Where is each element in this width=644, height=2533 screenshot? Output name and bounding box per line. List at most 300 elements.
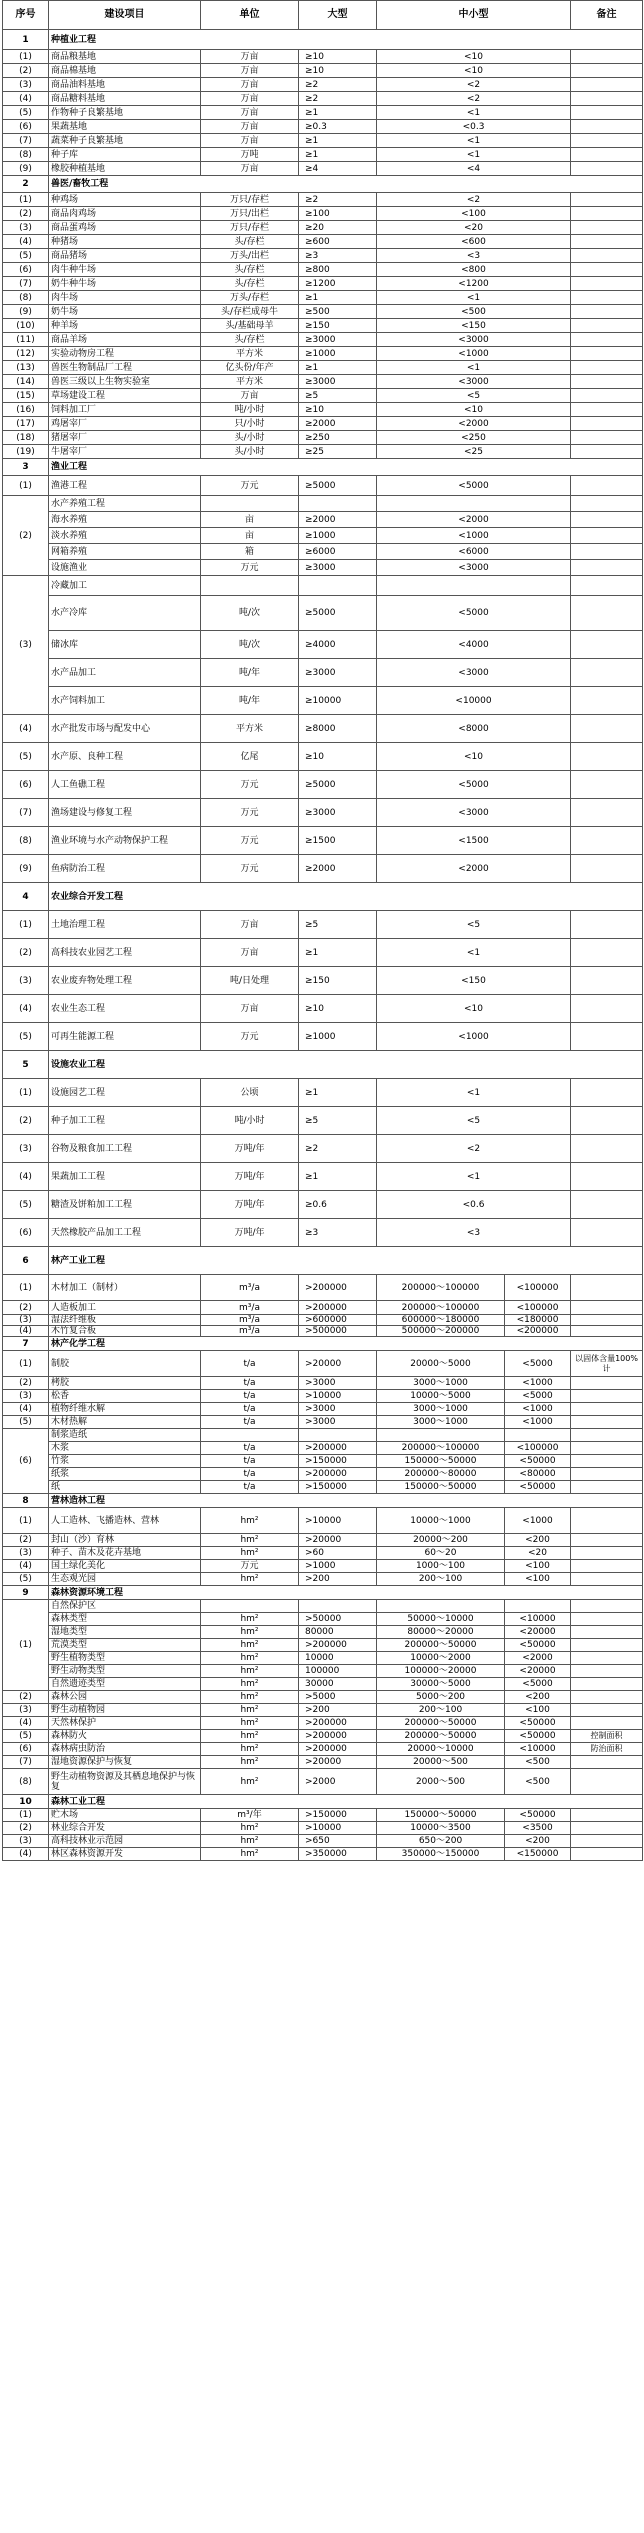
item-name: 糖渣及饼粕加工工程 [49, 1191, 201, 1219]
table-row [3, 291, 643, 305]
small-threshold: <2 [377, 78, 571, 92]
item-note [571, 799, 643, 827]
item-name: 渔业环境与水产动物保护工程 [49, 827, 201, 855]
large-threshold: ≥1 [299, 939, 377, 967]
item-unit: hm² [201, 1743, 299, 1756]
table-row [3, 687, 643, 715]
item-unit: 万亩 [201, 78, 299, 92]
item-number: (8) [3, 827, 49, 855]
medium-range: 200000～50000 [377, 1730, 505, 1743]
large-threshold: ≥2000 [299, 855, 377, 883]
item-name: 橡胶种植基地 [49, 162, 201, 176]
item-number: (6) [3, 263, 49, 277]
item-note [571, 659, 643, 687]
item-name: 商品肉鸡场 [49, 207, 201, 221]
item-name: 森林类型 [49, 1613, 201, 1626]
item-note [571, 911, 643, 939]
large-threshold: ≥5000 [299, 771, 377, 799]
item-number: (5) [3, 1191, 49, 1219]
table-row [3, 1547, 643, 1560]
item-unit: 亿尾 [201, 743, 299, 771]
section-number: 5 [3, 1051, 49, 1079]
item-name: 商品猪场 [49, 249, 201, 263]
item-name: 天然橡胶产品加工工程 [49, 1219, 201, 1247]
small-threshold: <1000 [505, 1377, 571, 1390]
large-threshold: 100000 [299, 1665, 377, 1678]
item-number: (4) [3, 1403, 49, 1416]
small-threshold: <1 [377, 361, 571, 375]
item-number: (1) [3, 50, 49, 64]
item-name: 肉牛场 [49, 291, 201, 305]
item-unit: 万亩 [201, 389, 299, 403]
item-unit: 万元 [201, 560, 299, 576]
item-unit: hm² [201, 1626, 299, 1639]
item-note [571, 1560, 643, 1573]
small-threshold: <5000 [377, 771, 571, 799]
item-name: 商品蛋鸡场 [49, 221, 201, 235]
item-number: (6) [3, 771, 49, 799]
item-note [571, 50, 643, 64]
item-note [571, 1023, 643, 1051]
table-row [3, 967, 643, 995]
large-threshold: ≥2 [299, 92, 377, 106]
small-threshold: <5 [377, 1107, 571, 1135]
large-threshold: >200000 [299, 1730, 377, 1743]
item-number: (3) [3, 1315, 49, 1326]
item-name: 谷物及粮食加工工程 [49, 1135, 201, 1163]
large-threshold: ≥2000 [299, 417, 377, 431]
item-note [571, 1508, 643, 1534]
table-row [3, 445, 643, 459]
item-number: (4) [3, 1560, 49, 1573]
item-note [571, 235, 643, 249]
section-row [3, 1247, 643, 1275]
small-threshold: <10 [377, 50, 571, 64]
item-note [571, 207, 643, 221]
item-name: 种鸡场 [49, 193, 201, 207]
large-threshold: ≥1500 [299, 827, 377, 855]
small-threshold: <200 [505, 1534, 571, 1547]
large-threshold: >350000 [299, 1848, 377, 1861]
section-number: 6 [3, 1247, 49, 1275]
item-number: (13) [3, 361, 49, 375]
small-threshold: <0.3 [377, 120, 571, 134]
item-unit: 吨/次 [201, 631, 299, 659]
table-row [3, 403, 643, 417]
item-unit [201, 1600, 299, 1613]
table-row [3, 305, 643, 319]
table-row [3, 207, 643, 221]
large-threshold: ≥10 [299, 64, 377, 78]
large-threshold: >3000 [299, 1377, 377, 1390]
medium-range: 80000～20000 [377, 1626, 505, 1639]
item-note [571, 771, 643, 799]
table-row [3, 78, 643, 92]
small-threshold: <6000 [377, 544, 571, 560]
table-row [3, 1191, 643, 1219]
small-threshold: <2 [377, 1135, 571, 1163]
small-threshold: <80000 [505, 1468, 571, 1481]
large-threshold: ≥5 [299, 389, 377, 403]
item-note [571, 403, 643, 417]
large-threshold [299, 1600, 377, 1613]
large-threshold: ≥20 [299, 221, 377, 235]
medium-range: 200000～100000 [377, 1301, 505, 1315]
item-name: 栲胶 [49, 1377, 201, 1390]
item-number: (2) [3, 1822, 49, 1835]
item-unit [201, 496, 299, 512]
item-note [571, 1326, 643, 1337]
large-threshold: ≥800 [299, 263, 377, 277]
small-threshold: <1000 [377, 528, 571, 544]
item-name: 兽医三级以上生物实验室 [49, 375, 201, 389]
small-threshold: <100000 [505, 1301, 571, 1315]
item-note [571, 827, 643, 855]
item-note [571, 1135, 643, 1163]
item-note [571, 512, 643, 528]
large-threshold: 80000 [299, 1626, 377, 1639]
item-name: 森林公园 [49, 1691, 201, 1704]
project-scale-table [2, 0, 643, 1861]
item-note [571, 1717, 643, 1730]
table-row [3, 1652, 643, 1665]
item-note [571, 1769, 643, 1795]
item-unit: 万元 [201, 771, 299, 799]
large-threshold: >5000 [299, 1691, 377, 1704]
header-no: 序号 [3, 1, 49, 30]
section-row [3, 176, 643, 193]
large-threshold: ≥2 [299, 193, 377, 207]
item-note [571, 78, 643, 92]
medium-range: 20000～200 [377, 1534, 505, 1547]
item-unit: m³/a [201, 1315, 299, 1326]
item-unit: 万亩 [201, 64, 299, 78]
small-threshold: <3000 [377, 560, 571, 576]
item-note [571, 1079, 643, 1107]
table-row [3, 50, 643, 64]
small-threshold: <25 [377, 445, 571, 459]
medium-range: 10000～5000 [377, 1390, 505, 1403]
item-name: 水产养殖工程 [49, 496, 201, 512]
item-note [571, 1191, 643, 1219]
small-threshold: <1000 [505, 1508, 571, 1534]
item-unit: 亿头份/年产 [201, 361, 299, 375]
table-row [3, 1390, 643, 1403]
item-number: (18) [3, 431, 49, 445]
item-name: 商品棉基地 [49, 64, 201, 78]
item-note [571, 417, 643, 431]
table-row [3, 1560, 643, 1573]
small-threshold: <3000 [377, 375, 571, 389]
large-threshold: >10000 [299, 1390, 377, 1403]
medium-range: 20000～5000 [377, 1351, 505, 1377]
small-threshold: <10000 [505, 1743, 571, 1756]
large-threshold: ≥8000 [299, 715, 377, 743]
large-threshold: >200000 [299, 1639, 377, 1652]
small-threshold: <10000 [377, 687, 571, 715]
item-name: 木竹复合板 [49, 1326, 201, 1337]
large-threshold: ≥10 [299, 403, 377, 417]
item-unit: hm² [201, 1613, 299, 1626]
small-threshold: <20000 [505, 1626, 571, 1639]
item-note [571, 496, 643, 512]
section-number: 3 [3, 459, 49, 476]
item-note [571, 1573, 643, 1586]
item-note [571, 319, 643, 333]
item-unit: 万只/存栏 [201, 221, 299, 235]
item-unit: hm² [201, 1717, 299, 1730]
small-threshold: <4000 [377, 631, 571, 659]
item-note [571, 277, 643, 291]
item-name: 草场建设工程 [49, 389, 201, 403]
large-threshold: ≥150 [299, 319, 377, 333]
item-note [571, 687, 643, 715]
small-threshold: <2000 [377, 512, 571, 528]
item-note [571, 1219, 643, 1247]
item-unit: t/a [201, 1455, 299, 1468]
small-threshold: <50000 [505, 1455, 571, 1468]
item-note: 控制面积 [571, 1730, 643, 1743]
item-number: (2) [3, 1691, 49, 1704]
item-unit: 吨/日处理 [201, 967, 299, 995]
item-number: (14) [3, 375, 49, 389]
item-unit: 头/基础母羊 [201, 319, 299, 333]
header-project: 建设项目 [49, 1, 201, 30]
item-name: 植物纤维水解 [49, 1403, 201, 1416]
medium-range: 2000～500 [377, 1769, 505, 1795]
item-unit: t/a [201, 1416, 299, 1429]
section-number: 7 [3, 1337, 49, 1351]
large-threshold: >60 [299, 1547, 377, 1560]
medium-range: 600000～180000 [377, 1315, 505, 1326]
small-threshold: <20000 [505, 1665, 571, 1678]
item-note [571, 1547, 643, 1560]
item-unit: hm² [201, 1508, 299, 1534]
item-unit: 平方米 [201, 715, 299, 743]
item-number: (3) [3, 1547, 49, 1560]
small-threshold: <1000 [377, 347, 571, 361]
section-number: 9 [3, 1586, 49, 1600]
item-name: 鱼病防治工程 [49, 855, 201, 883]
small-threshold: <1000 [377, 1023, 571, 1051]
small-threshold: <100 [377, 207, 571, 221]
large-threshold: ≥2 [299, 1135, 377, 1163]
item-note [571, 1429, 643, 1442]
item-name: 种猪场 [49, 235, 201, 249]
large-threshold: >500000 [299, 1326, 377, 1337]
item-name: 种子加工工程 [49, 1107, 201, 1135]
table-row [3, 148, 643, 162]
item-name: 奶牛场 [49, 305, 201, 319]
table-row [3, 1135, 643, 1163]
small-threshold: <20 [377, 221, 571, 235]
item-note [571, 544, 643, 560]
item-name: 可再生能源工程 [49, 1023, 201, 1051]
table-row [3, 799, 643, 827]
item-name: 国土绿化美化 [49, 1560, 201, 1573]
item-name: 木材热解 [49, 1416, 201, 1429]
header-large: 大型 [299, 1, 377, 30]
item-unit: m³/a [201, 1301, 299, 1315]
table-row [3, 319, 643, 333]
small-threshold: <50000 [505, 1809, 571, 1822]
small-threshold: <500 [505, 1769, 571, 1795]
large-threshold: ≥3 [299, 1219, 377, 1247]
small-threshold: <50000 [505, 1730, 571, 1743]
item-number: (15) [3, 389, 49, 403]
item-number: (5) [3, 743, 49, 771]
item-unit [201, 1429, 299, 1442]
item-number: (8) [3, 148, 49, 162]
small-threshold: <2000 [505, 1652, 571, 1665]
table-row [3, 995, 643, 1023]
table-row [3, 1613, 643, 1626]
item-number: (17) [3, 417, 49, 431]
item-number: (5) [3, 106, 49, 120]
item-unit: 万元 [201, 855, 299, 883]
medium-range [377, 1600, 505, 1613]
medium-range: 20000～500 [377, 1756, 505, 1769]
section-row [3, 883, 643, 911]
item-number: (19) [3, 445, 49, 459]
item-number: (1) [3, 193, 49, 207]
small-threshold: <3000 [377, 659, 571, 687]
medium-range: 60～20 [377, 1547, 505, 1560]
large-threshold: ≥5000 [299, 476, 377, 496]
item-name: 封山（沙）育林 [49, 1534, 201, 1547]
item-name: 渔港工程 [49, 476, 201, 496]
item-number: (9) [3, 162, 49, 176]
medium-range: 10000～2000 [377, 1652, 505, 1665]
table-row [3, 596, 643, 631]
small-threshold: <1000 [505, 1416, 571, 1429]
large-threshold: ≥5 [299, 911, 377, 939]
item-note [571, 375, 643, 389]
item-number: (4) [3, 995, 49, 1023]
medium-range: 200000～80000 [377, 1468, 505, 1481]
large-threshold: ≥1200 [299, 277, 377, 291]
item-unit: 头/存栏 [201, 277, 299, 291]
table-row [3, 476, 643, 496]
item-number: (1) [3, 1275, 49, 1301]
large-threshold: ≥0.3 [299, 120, 377, 134]
item-note [571, 476, 643, 496]
item-note [571, 1848, 643, 1861]
item-number: (7) [3, 1756, 49, 1769]
large-threshold: >2000 [299, 1769, 377, 1795]
section-title: 林产化学工程 [49, 1337, 643, 1351]
table-row [3, 120, 643, 134]
table-row [3, 576, 643, 596]
medium-range: 200000～50000 [377, 1717, 505, 1730]
small-threshold: <1 [377, 148, 571, 162]
section-number: 4 [3, 883, 49, 911]
item-number: (1) [3, 911, 49, 939]
item-note [571, 305, 643, 319]
item-note [571, 743, 643, 771]
large-threshold: ≥1 [299, 134, 377, 148]
item-number: (4) [3, 1326, 49, 1337]
table-header [3, 1, 643, 30]
item-unit: 万亩 [201, 995, 299, 1023]
item-number: (5) [3, 1730, 49, 1743]
small-threshold [505, 1429, 571, 1442]
item-note [571, 1301, 643, 1315]
item-name: 林业综合开发 [49, 1822, 201, 1835]
small-threshold: <10 [377, 743, 571, 771]
item-number: (1) [3, 1809, 49, 1822]
section-title: 渔业工程 [49, 459, 643, 476]
item-name: 天然林保护 [49, 1717, 201, 1730]
item-note [571, 1107, 643, 1135]
small-threshold: <600 [377, 235, 571, 249]
large-threshold: >650 [299, 1835, 377, 1848]
item-name: 纸 [49, 1481, 201, 1494]
item-name: 松香 [49, 1390, 201, 1403]
item-name: 野生动物类型 [49, 1665, 201, 1678]
medium-range: 50000～10000 [377, 1613, 505, 1626]
item-note [571, 333, 643, 347]
large-threshold: ≥1000 [299, 1023, 377, 1051]
table-row [3, 1455, 643, 1468]
item-note [571, 1275, 643, 1301]
item-unit: hm² [201, 1756, 299, 1769]
item-name: 猪屠宰厂 [49, 431, 201, 445]
item-name: 兽医生物制品厂工程 [49, 361, 201, 375]
small-threshold: <2000 [377, 855, 571, 883]
medium-range: 200～100 [377, 1573, 505, 1586]
large-threshold: >150000 [299, 1455, 377, 1468]
section-row [3, 1337, 643, 1351]
small-threshold: <250 [377, 431, 571, 445]
item-note [571, 1534, 643, 1547]
item-note [571, 92, 643, 106]
item-note [571, 1626, 643, 1639]
item-name: 制浆造纸 [49, 1429, 201, 1442]
item-note [571, 1468, 643, 1481]
item-unit: 万元 [201, 1560, 299, 1573]
item-unit: 万吨/年 [201, 1163, 299, 1191]
item-note [571, 445, 643, 459]
item-unit: 万元 [201, 827, 299, 855]
item-unit: t/a [201, 1403, 299, 1416]
large-threshold: ≥1 [299, 148, 377, 162]
item-name: 种羊场 [49, 319, 201, 333]
table-row [3, 235, 643, 249]
table-row [3, 1508, 643, 1534]
item-unit: 万亩 [201, 134, 299, 148]
item-name: 水产原、良种工程 [49, 743, 201, 771]
item-name: 蔬菜种子良繁基地 [49, 134, 201, 148]
table-row [3, 193, 643, 207]
small-threshold: <5 [377, 911, 571, 939]
large-threshold: >20000 [299, 1351, 377, 1377]
item-note [571, 1613, 643, 1626]
section-row [3, 1795, 643, 1809]
large-threshold: >150000 [299, 1481, 377, 1494]
item-unit: 平方米 [201, 347, 299, 361]
table-row [3, 1600, 643, 1613]
table-row [3, 1743, 643, 1756]
large-threshold: ≥3000 [299, 375, 377, 389]
item-number: (5) [3, 1416, 49, 1429]
item-number: (6) [3, 1743, 49, 1756]
small-threshold: <150 [377, 967, 571, 995]
large-threshold: >20000 [299, 1756, 377, 1769]
item-note [571, 106, 643, 120]
item-unit: 万元 [201, 476, 299, 496]
medium-range: 5000～200 [377, 1691, 505, 1704]
